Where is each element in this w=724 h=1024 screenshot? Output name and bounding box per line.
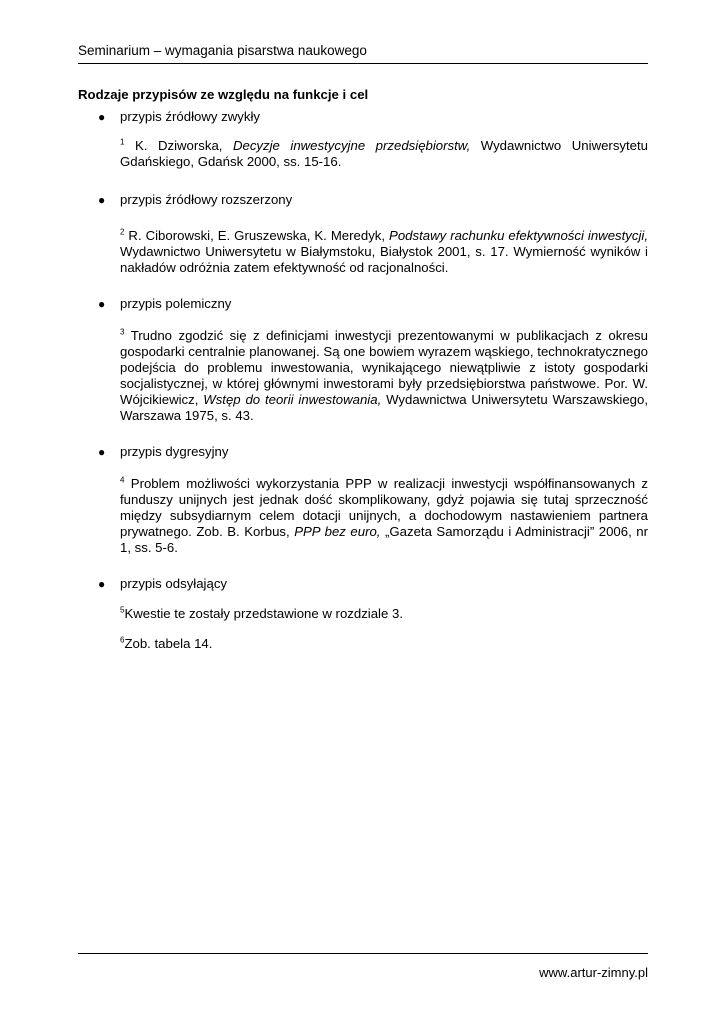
footnote-example xyxy=(120,636,648,652)
page-footer-url: www.artur-zimny.pl xyxy=(539,965,648,980)
footnote-example xyxy=(120,606,648,622)
footnote-number: 1 xyxy=(120,137,125,147)
header-divider xyxy=(78,63,648,64)
footnote-title: Decyzje inwestycyjne przedsiębiorstw, xyxy=(232,138,471,153)
bullet-icon: ● xyxy=(98,445,106,459)
footnote-text: Problem możliwości wykorzystania PPP w realizacji inwestycji współfinansowanych z funduszy unijnych jest jednak dość skomplikowany, gdyż pojawia się tutaj sprzeczność między subsydiarnym celem dotacji unijnych, a dochodowym nastawieniem partnera prywatnego. Zob. B. Korbus, xyxy=(120,476,648,539)
footnote-text: Zob. tabela 14. xyxy=(124,636,213,651)
section-title: Rodzaje przypisów ze względu na funkcje i cel xyxy=(78,87,369,102)
footnote-type-label: przypis źródłowy rozszerzony xyxy=(120,192,293,207)
bullet-icon: ● xyxy=(98,110,106,124)
footnote-text: Wydawnictwo Uniwersytetu w Białymstoku, Białystok 2001, s. 17. Wymierność wyników i nakładów odróżnia zatem efektywność od racjonalności. xyxy=(120,244,648,275)
footnote-type-item xyxy=(78,109,648,125)
footnote-example xyxy=(120,328,648,424)
footnote-type-item xyxy=(78,444,648,460)
bullet-icon: ● xyxy=(98,297,106,311)
footnote-example xyxy=(120,228,648,276)
page-header: Seminarium – wymagania pisarstwa naukowego xyxy=(78,43,367,58)
footnote-text: K. Dziworska, xyxy=(124,138,233,153)
footnote-number: 2 xyxy=(120,227,125,237)
footnote-number: 5 xyxy=(120,605,125,615)
footnote-type-label: przypis dygresyjny xyxy=(120,444,229,459)
footnote-number: 4 xyxy=(120,475,125,485)
footnote-type-label: przypis źródłowy zwykły xyxy=(120,109,260,124)
footnote-title: Wstęp do teorii inwestowania, xyxy=(203,392,382,407)
bullet-icon: ● xyxy=(98,193,106,207)
footnote-title: Podstawy rachunku efektywności inwestycji, xyxy=(389,228,649,243)
footnote-type-label: przypis odsyłający xyxy=(120,576,228,591)
footer-divider xyxy=(78,953,648,954)
footnote-title: PPP bez euro, xyxy=(294,524,381,539)
footnote-type-item xyxy=(78,192,648,208)
footnote-example xyxy=(120,138,648,170)
footnote-text: R. Ciborowski, E. Gruszewska, K. Meredyk, xyxy=(124,228,390,243)
footnote-type-label: przypis polemiczny xyxy=(120,296,232,311)
footnote-number: 3 xyxy=(120,327,125,337)
footnote-text: Wydawnictwa Uniwersytetu Warszawskiego, Warszawa 1975, s. 43. xyxy=(120,392,649,423)
footnote-text: „Gazeta Samorządu i Administracji” 2006, nr 1, ss. 5-6. xyxy=(120,524,649,555)
footnote-number: 6 xyxy=(120,635,125,645)
footnote-text: Kwestie te zostały przedstawione w rozdziale 3. xyxy=(124,606,403,621)
bullet-icon: ● xyxy=(98,577,106,591)
footnote-type-item xyxy=(78,296,648,312)
footnote-text: Trudno zgodzić się z definicjami inwestycji prezentowanymi w publikacjach z okresu gospodarki centralnie planowanej. Są one bowiem wyrazem wąskiego, technokratycznego podejścia do problemu inwestowania, wynikającego niewątpliwie z istoty gospodarki socjalistycznej, w której głównymi inwestorami były przedsiębiorstwa państwowe. Por. W. Wójcikiewicz, xyxy=(120,328,648,407)
main-content xyxy=(78,87,648,665)
footnote-text: Wydawnictwo Uniwersytetu Gdańskiego, Gdańsk 2000, ss. 15-16. xyxy=(120,138,648,169)
footnote-type-item xyxy=(78,576,648,592)
footnote-example xyxy=(120,476,648,556)
